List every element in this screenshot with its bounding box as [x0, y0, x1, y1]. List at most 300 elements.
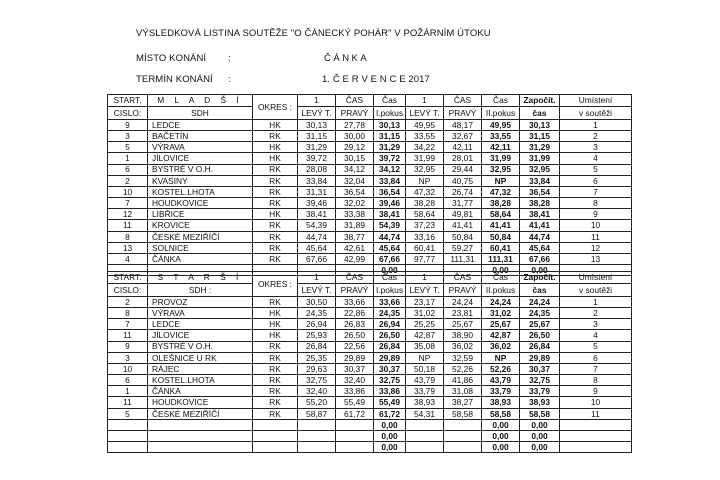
header-start-cell: START.: [108, 272, 148, 284]
start-number-cell: 11: [108, 397, 148, 408]
attempt-2-time-cell: NP: [482, 175, 520, 186]
left-time-2-cell: 58,64: [406, 209, 444, 220]
placement-cell: 5: [560, 341, 632, 352]
counted-time-cell: 36,54: [520, 186, 560, 197]
left-time-1-cell: 28,08: [298, 164, 336, 175]
table-row: [108, 296, 632, 307]
right-time-2-cell: 31,08: [444, 386, 482, 397]
team-name-cell: JÍLOVICE: [148, 153, 253, 164]
attempt-2-time-cell: 41,41: [482, 220, 520, 231]
placement-cell: 5: [560, 164, 632, 175]
attempt-2-time-cell: 58,64: [482, 209, 520, 220]
header-start-cell: START.: [108, 95, 148, 107]
table-row: [108, 319, 632, 330]
team-name-cell: BAČETÍN: [148, 130, 253, 141]
left-time-2-cell: 33,55: [406, 130, 444, 141]
left-time-1-cell: 31,15: [298, 130, 336, 141]
left-time-1-cell: 39,72: [298, 153, 336, 164]
right-time-2-cell: [444, 442, 482, 453]
team-name-cell: BYSTRÉ V O.H.: [148, 341, 253, 352]
header-time2-cell: II.pokus: [482, 284, 520, 296]
start-number-cell: 4: [108, 254, 148, 265]
table-row: [108, 175, 632, 186]
table-row: [108, 375, 632, 386]
left-time-1-cell: 29,63: [298, 363, 336, 374]
left-time-1-cell: 55,20: [298, 397, 336, 408]
left-time-1-cell: 67,66: [298, 254, 336, 265]
table-row: [108, 431, 632, 442]
header-left-cell: LEVÝ T.: [298, 284, 336, 296]
placement-cell: 8: [560, 375, 632, 386]
header-time1-cell: I.pokus: [374, 284, 406, 296]
district-cell: RK: [253, 186, 298, 197]
header-run2-num1: 1: [406, 95, 444, 107]
district-cell: RK: [253, 386, 298, 397]
team-name-cell: LIBŘICE: [148, 209, 253, 220]
left-time-2-cell: 35,08: [406, 341, 444, 352]
date-colon: :: [228, 74, 231, 85]
right-time-1-cell: 55,49: [336, 397, 374, 408]
counted-time-cell: 24,35: [520, 307, 560, 318]
right-time-1-cell: 36,54: [336, 186, 374, 197]
table-header-row: [108, 95, 632, 107]
district-cell: [253, 431, 298, 442]
header-counted-cell: čas: [520, 284, 560, 296]
attempt-1-time-cell: 61,72: [374, 408, 406, 419]
right-time-1-cell: 26,83: [336, 319, 374, 330]
left-time-2-cell: 37,23: [406, 220, 444, 231]
team-name-cell: HOUDKOVICE: [148, 198, 253, 209]
start-number-cell: 11: [108, 330, 148, 341]
counted-time-cell: 38,41: [520, 209, 560, 220]
counted-time-cell: 26,50: [520, 330, 560, 341]
placement-cell: [560, 419, 632, 430]
team-name-cell: BYSTRÉ V O.H.: [148, 164, 253, 175]
results-table-senior: [107, 271, 632, 453]
left-time-2-cell: [406, 431, 444, 442]
left-time-2-cell: 31,02: [406, 307, 444, 318]
table-row: [108, 119, 632, 130]
right-time-1-cell: 26,50: [336, 330, 374, 341]
start-number-cell: 8: [108, 307, 148, 318]
district-cell: RK: [253, 296, 298, 307]
right-time-2-cell: 50,84: [444, 231, 482, 242]
start-number-cell: 13: [108, 242, 148, 253]
header-left-cell: LEVÝ T.: [406, 284, 444, 296]
team-name-cell: HOUDKOVICE: [148, 397, 253, 408]
district-cell: RK: [253, 341, 298, 352]
table-row: [108, 397, 632, 408]
table-header-row: [108, 272, 632, 284]
header-category-cell: S T A R Š Í: [148, 272, 253, 284]
team-name-cell: VÝRAVA: [148, 307, 253, 318]
right-time-2-cell: 41,86: [444, 375, 482, 386]
place-label: MÍSTO KONÁNÍ: [136, 53, 207, 64]
district-cell: HK: [253, 209, 298, 220]
left-time-2-cell: 97,77: [406, 254, 444, 265]
start-number-cell: 7: [108, 198, 148, 209]
right-time-2-cell: 58,58: [444, 408, 482, 419]
placement-cell: 6: [560, 352, 632, 363]
left-time-1-cell: 26,94: [298, 319, 336, 330]
header-left-cell: LEVÝ T.: [298, 107, 336, 119]
right-time-1-cell: 29,12: [336, 142, 374, 153]
left-time-2-cell: 49,95: [406, 119, 444, 130]
right-time-2-cell: 38,90: [444, 330, 482, 341]
table-header-row: [108, 284, 632, 296]
header-place-cell: v soutěži: [560, 107, 632, 119]
team-name-cell: [148, 419, 253, 430]
left-time-1-cell: [298, 419, 336, 430]
district-cell: HK: [253, 307, 298, 318]
table-row: [108, 142, 632, 153]
start-number-cell: 3: [108, 352, 148, 363]
left-time-2-cell: 38,28: [406, 198, 444, 209]
counted-time-cell: 58,58: [520, 408, 560, 419]
right-time-2-cell: 111,31: [444, 254, 482, 265]
attempt-2-time-cell: 38,28: [482, 198, 520, 209]
attempt-1-time-cell: 34,12: [374, 164, 406, 175]
district-cell: [253, 419, 298, 430]
left-time-2-cell: 42,87: [406, 330, 444, 341]
start-number-cell: 6: [108, 164, 148, 175]
counted-time-cell: 44,74: [520, 231, 560, 242]
header-counted-cell: Započít.: [520, 95, 560, 107]
left-time-1-cell: 31,29: [298, 142, 336, 153]
attempt-2-time-cell: NP: [482, 352, 520, 363]
attempt-2-time-cell: 49,95: [482, 119, 520, 130]
attempt-2-time-cell: 0,00: [482, 442, 520, 453]
start-number-cell: 10: [108, 363, 148, 374]
district-cell: RK: [253, 130, 298, 141]
table-row: [108, 209, 632, 220]
attempt-1-time-cell: 24,35: [374, 307, 406, 318]
right-time-2-cell: 40,75: [444, 175, 482, 186]
right-time-2-cell: 36,02: [444, 341, 482, 352]
left-time-2-cell: 60,41: [406, 242, 444, 253]
left-time-2-cell: 33,16: [406, 231, 444, 242]
attempt-2-time-cell: 25,67: [482, 319, 520, 330]
attempt-2-time-cell: 33,55: [482, 130, 520, 141]
placement-cell: 4: [560, 330, 632, 341]
attempt-1-time-cell: 67,66: [374, 254, 406, 265]
left-time-1-cell: 31,31: [298, 186, 336, 197]
counted-time-cell: 38,28: [520, 198, 560, 209]
right-time-1-cell: [336, 442, 374, 453]
table-header-row: [108, 107, 632, 119]
district-cell: HK: [253, 142, 298, 153]
attempt-1-time-cell: 33,84: [374, 175, 406, 186]
district-cell: RK: [253, 397, 298, 408]
start-number-cell: 9: [108, 341, 148, 352]
right-time-1-cell: 22,86: [336, 307, 374, 318]
team-name-cell: LEDCE: [148, 119, 253, 130]
start-number-cell: 10: [108, 186, 148, 197]
counted-time-cell: 31,15: [520, 130, 560, 141]
placement-cell: 11: [560, 231, 632, 242]
table-row: [108, 153, 632, 164]
header-okres-cell: OKRES :: [253, 95, 298, 120]
attempt-2-time-cell: 47,32: [482, 186, 520, 197]
right-time-1-cell: 38,77: [336, 231, 374, 242]
left-time-1-cell: 45,64: [298, 242, 336, 253]
team-name-cell: ČESKÉ MEZIŘÍČÍ: [148, 408, 253, 419]
attempt-1-time-cell: 29,89: [374, 352, 406, 363]
district-cell: RK: [253, 198, 298, 209]
table-row: [108, 419, 632, 430]
counted-time-cell: 30,13: [520, 119, 560, 130]
table-row: [108, 330, 632, 341]
team-name-cell: ČÁNKA: [148, 254, 253, 265]
placement-cell: 7: [560, 363, 632, 374]
right-time-2-cell: 25,67: [444, 319, 482, 330]
attempt-2-time-cell: 52,26: [482, 363, 520, 374]
district-cell: RK: [253, 352, 298, 363]
table-row: [108, 130, 632, 141]
counted-time-cell: 30,37: [520, 363, 560, 374]
team-name-cell: KOSTEL.LHOTA: [148, 186, 253, 197]
counted-time-cell: 45,64: [520, 242, 560, 253]
start-number-cell: [108, 431, 148, 442]
attempt-1-time-cell: 54,39: [374, 220, 406, 231]
right-time-1-cell: 42,99: [336, 254, 374, 265]
header-counted-cell: čas: [520, 107, 560, 119]
header-time2-cell: II.pokus: [482, 107, 520, 119]
district-cell: RK: [253, 242, 298, 253]
left-time-1-cell: 54,39: [298, 220, 336, 231]
header-time1-cell: I.pokus: [374, 107, 406, 119]
header-run1-num1: 1: [298, 95, 336, 107]
left-time-1-cell: 30,50: [298, 296, 336, 307]
right-time-2-cell: 26,74: [444, 186, 482, 197]
right-time-1-cell: 29,89: [336, 352, 374, 363]
team-name-cell: OLEŠNICE U RK: [148, 352, 253, 363]
left-time-1-cell: 44,74: [298, 231, 336, 242]
header-time1-cell: Čas: [374, 272, 406, 284]
header-right-cell: PRAVÝ: [336, 107, 374, 119]
right-time-2-cell: 23,81: [444, 307, 482, 318]
start-number-cell: 5: [108, 408, 148, 419]
left-time-2-cell: 34,22: [406, 142, 444, 153]
left-time-1-cell: 32,75: [298, 375, 336, 386]
counted-time-cell: 41,41: [520, 220, 560, 231]
attempt-2-time-cell: 33,79: [482, 386, 520, 397]
table-row: [108, 242, 632, 253]
placement-cell: 2: [560, 307, 632, 318]
left-time-2-cell: 33,79: [406, 386, 444, 397]
right-time-1-cell: 32,40: [336, 375, 374, 386]
header-right-cell: PRAVÝ: [444, 107, 482, 119]
placement-cell: 9: [560, 209, 632, 220]
team-name-cell: KOSTEL.LHOTA: [148, 375, 253, 386]
district-cell: RK: [253, 254, 298, 265]
left-time-2-cell: NP: [406, 352, 444, 363]
attempt-2-time-cell: 58,58: [482, 408, 520, 419]
district-cell: HK: [253, 330, 298, 341]
place-value: ČÁNKA: [324, 53, 370, 64]
left-time-1-cell: 30,13: [298, 119, 336, 130]
right-time-1-cell: 33,66: [336, 296, 374, 307]
counted-time-cell: 31,29: [520, 142, 560, 153]
left-time-2-cell: 54,31: [406, 408, 444, 419]
right-time-2-cell: 48,17: [444, 119, 482, 130]
table-row: [108, 220, 632, 231]
attempt-1-time-cell: 0,00: [374, 265, 406, 276]
counted-time-cell: 33,79: [520, 386, 560, 397]
attempt-1-time-cell: 31,15: [374, 130, 406, 141]
left-time-1-cell: 33,84: [298, 175, 336, 186]
district-cell: [253, 442, 298, 453]
table-row: [108, 386, 632, 397]
table-row: [108, 164, 632, 175]
header-time2-cell: Čas: [482, 272, 520, 284]
team-name-cell: ČESKÉ MEZIŘÍČÍ: [148, 231, 253, 242]
place-colon: :: [228, 53, 231, 64]
attempt-1-time-cell: 39,72: [374, 153, 406, 164]
right-time-1-cell: [336, 419, 374, 430]
placement-cell: 4: [560, 153, 632, 164]
attempt-1-time-cell: 26,50: [374, 330, 406, 341]
counted-time-cell: 25,67: [520, 319, 560, 330]
attempt-2-time-cell: 60,41: [482, 242, 520, 253]
header-category-cell: M L A D Š Í: [148, 95, 253, 107]
district-cell: RK: [253, 375, 298, 386]
team-name-cell: LEDCE: [148, 319, 253, 330]
left-time-1-cell: 26,84: [298, 341, 336, 352]
header-time1-cell: Čas: [374, 95, 406, 107]
right-time-2-cell: 32,59: [444, 352, 482, 363]
left-time-1-cell: 25,35: [298, 352, 336, 363]
right-time-2-cell: 31,77: [444, 198, 482, 209]
attempt-1-time-cell: 44,74: [374, 231, 406, 242]
table-row: [108, 254, 632, 265]
header-left-cell: LEVÝ T.: [406, 107, 444, 119]
right-time-2-cell: [444, 419, 482, 430]
header-counted-cell: Započít.: [520, 272, 560, 284]
start-number-cell: [108, 419, 148, 430]
left-time-2-cell: 25,25: [406, 319, 444, 330]
header-place-cell: Umístení: [560, 272, 632, 284]
placement-cell: [560, 442, 632, 453]
right-time-2-cell: [444, 431, 482, 442]
district-cell: RK: [253, 231, 298, 242]
right-time-1-cell: [336, 431, 374, 442]
left-time-2-cell: [406, 442, 444, 453]
header-place-cell: Umístení: [560, 95, 632, 107]
table-row: [108, 341, 632, 352]
left-time-2-cell: NP: [406, 175, 444, 186]
counted-time-cell: 32,75: [520, 375, 560, 386]
counted-time-cell: 24,24: [520, 296, 560, 307]
header-start-cell: CISLO:: [108, 284, 148, 296]
table-row: [108, 198, 632, 209]
district-cell: HK: [253, 153, 298, 164]
placement-cell: 11: [560, 408, 632, 419]
attempt-1-time-cell: 0,00: [374, 419, 406, 430]
team-name-cell: VÝRAVA: [148, 142, 253, 153]
left-time-2-cell: [406, 419, 444, 430]
attempt-1-time-cell: 45,64: [374, 242, 406, 253]
attempt-1-time-cell: 31,29: [374, 142, 406, 153]
team-name-cell: SOLNICE: [148, 242, 253, 253]
right-time-1-cell: 32,02: [336, 198, 374, 209]
district-cell: RK: [253, 363, 298, 374]
placement-cell: [560, 431, 632, 442]
counted-time-cell: 29,89: [520, 352, 560, 363]
right-time-2-cell: 49,81: [444, 209, 482, 220]
attempt-1-time-cell: 0,00: [374, 431, 406, 442]
start-number-cell: 5: [108, 142, 148, 153]
attempt-2-time-cell: 0,00: [482, 265, 520, 276]
header-right-cell: PRAVÝ: [336, 284, 374, 296]
right-time-1-cell: 34,12: [336, 164, 374, 175]
counted-time-cell: 0,00: [520, 431, 560, 442]
attempt-1-time-cell: 26,94: [374, 319, 406, 330]
district-cell: RK: [253, 408, 298, 419]
counted-time-cell: 32,95: [520, 164, 560, 175]
header-place-cell: v soutěži: [560, 284, 632, 296]
right-time-1-cell: 33,86: [336, 386, 374, 397]
team-name-cell: JÍLOVICE: [148, 330, 253, 341]
attempt-2-time-cell: 0,00: [482, 419, 520, 430]
placement-cell: 10: [560, 397, 632, 408]
team-name-cell: [148, 442, 253, 453]
table-row: [108, 352, 632, 363]
start-number-cell: 1: [108, 386, 148, 397]
attempt-2-time-cell: 31,02: [482, 307, 520, 318]
date-label: TERMÍN KONÁNÍ: [136, 74, 213, 85]
attempt-1-time-cell: 32,75: [374, 375, 406, 386]
counted-time-cell: 67,66: [520, 254, 560, 265]
table-row: [108, 231, 632, 242]
left-time-2-cell: 23,17: [406, 296, 444, 307]
counted-time-cell: 0,00: [520, 265, 560, 276]
right-time-1-cell: 61,72: [336, 408, 374, 419]
placement-cell: 1: [560, 296, 632, 307]
placement-cell: 12: [560, 242, 632, 253]
attempt-1-time-cell: 55,49: [374, 397, 406, 408]
start-number-cell: 8: [108, 231, 148, 242]
left-time-1-cell: [298, 431, 336, 442]
attempt-1-time-cell: 26,84: [374, 341, 406, 352]
left-time-2-cell: 43,79: [406, 375, 444, 386]
table-row: [108, 442, 632, 453]
start-number-cell: 1: [108, 153, 148, 164]
attempt-1-time-cell: 30,13: [374, 119, 406, 130]
header-run1-cas: ČAS: [336, 272, 374, 284]
left-time-1-cell: 32,40: [298, 386, 336, 397]
right-time-2-cell: 59,27: [444, 242, 482, 253]
team-name-cell: ČÁNKA: [148, 386, 253, 397]
right-time-2-cell: 29,44: [444, 164, 482, 175]
attempt-2-time-cell: 32,95: [482, 164, 520, 175]
team-name-cell: KROVICE: [148, 220, 253, 231]
placement-cell: 3: [560, 142, 632, 153]
attempt-1-time-cell: 0,00: [374, 442, 406, 453]
left-time-2-cell: 47,32: [406, 186, 444, 197]
counted-time-cell: 38,93: [520, 397, 560, 408]
right-time-1-cell: 42,61: [336, 242, 374, 253]
right-time-1-cell: 30,15: [336, 153, 374, 164]
placement-cell: 8: [560, 198, 632, 209]
attempt-1-time-cell: 39,46: [374, 198, 406, 209]
left-time-1-cell: 24,35: [298, 307, 336, 318]
right-time-2-cell: 52,26: [444, 363, 482, 374]
placement-cell: 9: [560, 386, 632, 397]
header-run2-cas: ČAS: [444, 272, 482, 284]
right-time-2-cell: 24,24: [444, 296, 482, 307]
header-run1-num1: 1: [298, 272, 336, 284]
